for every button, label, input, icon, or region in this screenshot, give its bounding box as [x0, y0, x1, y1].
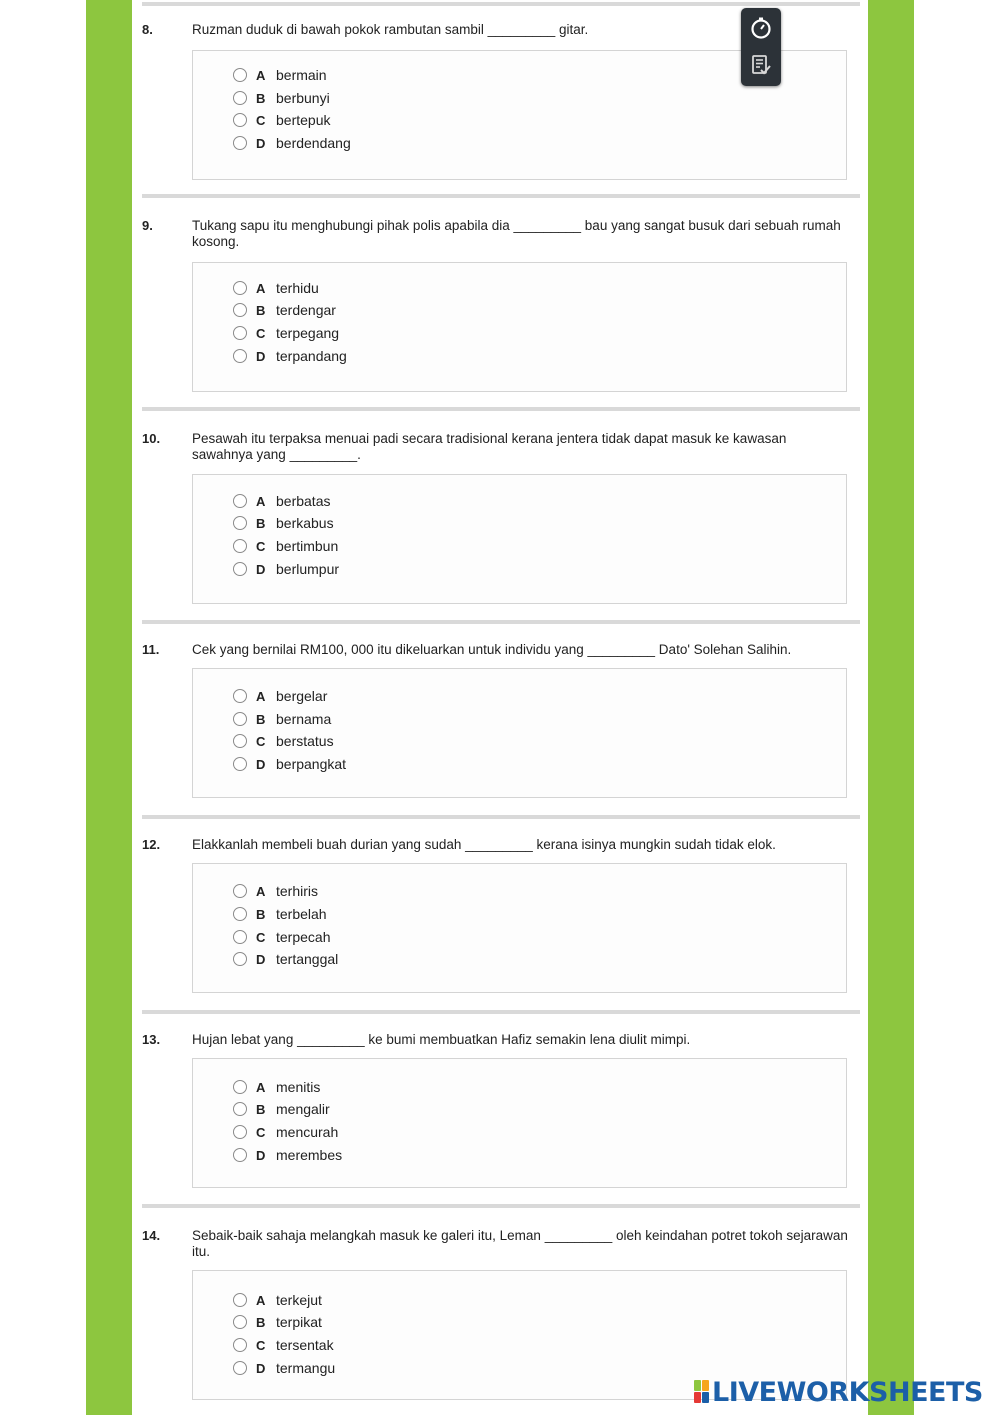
radio-button[interactable]: [233, 113, 247, 127]
separator: [142, 194, 860, 198]
question-text: Cek yang bernilai RM100, 000 itu dikeluarkan untuk individu yang _________ Dato' Solehan Salihin.: [192, 642, 792, 657]
option-14d[interactable]: [233, 1358, 335, 1378]
option-letter: B: [256, 1314, 266, 1330]
option-14c[interactable]: [233, 1335, 334, 1355]
radio-button[interactable]: [233, 1293, 247, 1307]
option-text: terbelah: [276, 906, 327, 922]
option-9b[interactable]: [233, 300, 336, 320]
option-letter: A: [256, 493, 266, 509]
option-13d[interactable]: [233, 1145, 342, 1165]
option-letter: B: [256, 90, 266, 106]
option-10d[interactable]: [233, 559, 339, 579]
separator: [142, 815, 860, 819]
radio-button[interactable]: [233, 91, 247, 105]
option-text: terdengar: [276, 302, 336, 318]
option-letter: D: [256, 756, 266, 772]
option-11b[interactable]: [233, 709, 331, 729]
option-text: tertanggal: [276, 951, 339, 967]
option-letter: D: [256, 348, 266, 364]
option-text: berlumpur: [276, 561, 340, 577]
option-9d[interactable]: [233, 346, 347, 366]
option-10a[interactable]: [233, 491, 330, 511]
radio-button[interactable]: [233, 712, 247, 726]
option-text: bertimbun: [276, 538, 339, 554]
option-text: bernama: [276, 711, 332, 727]
radio-button[interactable]: [233, 562, 247, 576]
option-text: tersentak: [276, 1337, 334, 1353]
radio-button[interactable]: [233, 930, 247, 944]
option-letter: C: [256, 929, 266, 945]
option-text: terpandang: [276, 348, 347, 364]
question-number: 8.: [142, 22, 153, 37]
option-text: terhiris: [276, 883, 319, 899]
radio-button[interactable]: [233, 326, 247, 340]
options-box-13: [192, 1058, 847, 1188]
question-number: 13.: [142, 1032, 161, 1047]
option-text: berkabus: [276, 515, 334, 531]
option-letter: B: [256, 515, 266, 531]
option-11a[interactable]: [233, 686, 327, 706]
separator: [142, 1204, 860, 1208]
option-text: menitis: [276, 1079, 321, 1095]
question-text: Elakkanlah membeli buah durian yang sudah _________ kerana isinya mungkin sudah tidak elok.: [192, 837, 776, 852]
separator: [142, 2, 860, 6]
check-answers-button[interactable]: [746, 50, 776, 80]
option-letter: A: [256, 1079, 266, 1095]
options-box-10: [192, 474, 847, 604]
radio-button[interactable]: [233, 689, 247, 703]
option-8c[interactable]: [233, 110, 330, 130]
option-14b[interactable]: [233, 1312, 322, 1332]
option-letter: A: [256, 883, 266, 899]
option-13a[interactable]: [233, 1077, 320, 1097]
option-text: mencurah: [276, 1124, 339, 1140]
question-number: 9.: [142, 218, 153, 233]
timer-button[interactable]: [746, 13, 776, 43]
option-text: terpegang: [276, 325, 340, 341]
option-text: termangu: [276, 1360, 336, 1376]
option-text: berdendang: [276, 135, 351, 151]
radio-button[interactable]: [233, 1361, 247, 1375]
option-letter: C: [256, 112, 266, 128]
option-text: bermain: [276, 67, 327, 83]
question-number: 11.: [142, 642, 160, 657]
options-box-9: [192, 262, 847, 392]
option-letter: A: [256, 67, 266, 83]
option-letter: C: [256, 538, 266, 554]
option-13b[interactable]: [233, 1099, 330, 1119]
option-12c[interactable]: [233, 927, 330, 947]
option-14a[interactable]: [233, 1290, 322, 1310]
brand-text: LIVEWORKSHEETS: [712, 1376, 983, 1408]
option-text: terpecah: [276, 929, 331, 945]
option-letter: B: [256, 711, 266, 727]
question-text: Pesawah itu terpaksa menuai padi secara tradisional kerana jentera tidak dapat masuk ke kawasan sawahnya yang _________.: [192, 431, 787, 462]
radio-button[interactable]: [233, 1080, 247, 1094]
option-letter: C: [256, 733, 266, 749]
radio-button[interactable]: [233, 494, 247, 508]
options-box-12: [192, 863, 847, 993]
question-number: 12.: [142, 837, 161, 852]
radio-button[interactable]: [233, 1125, 247, 1139]
stopwatch-icon: [749, 16, 773, 40]
question-text: Ruzman duduk di bawah pokok rambutan sambil _________ gitar.: [192, 22, 589, 37]
check-answers-icon: [749, 53, 773, 77]
radio-button[interactable]: [233, 884, 247, 898]
radio-button[interactable]: [233, 1315, 247, 1329]
option-12b[interactable]: [233, 904, 327, 924]
option-text: merembes: [276, 1147, 343, 1163]
option-text: berbunyi: [276, 90, 330, 106]
liveworksheets-logo: [694, 1376, 983, 1408]
radio-button[interactable]: [233, 136, 247, 150]
radio-button[interactable]: [233, 303, 247, 317]
radio-button[interactable]: [233, 1102, 247, 1116]
option-10c[interactable]: [233, 536, 338, 556]
option-8a[interactable]: [233, 65, 327, 85]
option-11c[interactable]: [233, 731, 334, 751]
option-8b[interactable]: [233, 88, 330, 108]
separator: [142, 1010, 860, 1014]
radio-button[interactable]: [233, 68, 247, 82]
option-letter: D: [256, 561, 266, 577]
option-12a[interactable]: [233, 881, 318, 901]
option-letter: D: [256, 951, 266, 967]
separator: [142, 620, 860, 624]
option-letter: D: [256, 1147, 266, 1163]
radio-button[interactable]: [233, 539, 247, 553]
floating-toolbar: [741, 8, 781, 86]
radio-button[interactable]: [233, 516, 247, 530]
option-9c[interactable]: [233, 323, 339, 343]
question-text: Sebaik-baik sahaja melangkah masuk ke galeri itu, Leman _________ oleh keindahan potret tokoh sejarawan itu.: [192, 1228, 848, 1259]
options-box-11: [192, 668, 847, 798]
question-text: Hujan lebat yang _________ ke bumi membuatkan Hafiz semakin lena diulit mimpi.: [192, 1032, 691, 1047]
option-8d[interactable]: [233, 133, 351, 153]
option-text: berstatus: [276, 733, 334, 749]
option-letter: D: [256, 1360, 266, 1376]
option-letter: A: [256, 688, 266, 704]
option-11d[interactable]: [233, 754, 346, 774]
option-letter: C: [256, 1337, 266, 1353]
option-letter: B: [256, 1101, 266, 1117]
option-9a[interactable]: [233, 278, 319, 298]
option-10b[interactable]: [233, 513, 334, 533]
question-number: 14.: [142, 1228, 161, 1243]
left-frame-bar: [86, 0, 132, 1415]
radio-button[interactable]: [233, 1338, 247, 1352]
radio-button[interactable]: [233, 281, 247, 295]
option-text: berpangkat: [276, 756, 347, 772]
option-text: bertepuk: [276, 112, 331, 128]
right-frame-bar: [868, 0, 914, 1415]
option-text: terhidu: [276, 280, 319, 296]
option-text: terkejut: [276, 1292, 322, 1308]
option-letter: B: [256, 302, 266, 318]
radio-button[interactable]: [233, 907, 247, 921]
option-letter: B: [256, 906, 266, 922]
brand-mark-icon: [694, 1380, 710, 1404]
separator: [142, 407, 860, 411]
radio-button[interactable]: [233, 349, 247, 363]
option-letter: D: [256, 135, 266, 151]
radio-button[interactable]: [233, 952, 247, 966]
option-text: terpikat: [276, 1314, 322, 1330]
question-text: Tukang sapu itu menghubungi pihak polis apabila dia _________ bau yang sangat busuk dari sebuah rumah kosong.: [192, 218, 841, 249]
option-text: mengalir: [276, 1101, 330, 1117]
option-letter: A: [256, 1292, 266, 1308]
option-13c[interactable]: [233, 1122, 338, 1142]
radio-button[interactable]: [233, 1148, 247, 1162]
question-number: 10.: [142, 431, 161, 446]
option-letter: C: [256, 325, 266, 341]
option-letter: A: [256, 280, 266, 296]
option-12d[interactable]: [233, 949, 338, 969]
option-text: bergelar: [276, 688, 328, 704]
radio-button[interactable]: [233, 734, 247, 748]
option-text: berbatas: [276, 493, 331, 509]
radio-button[interactable]: [233, 757, 247, 771]
worksheet-page: [132, 0, 868, 1415]
option-letter: C: [256, 1124, 266, 1140]
